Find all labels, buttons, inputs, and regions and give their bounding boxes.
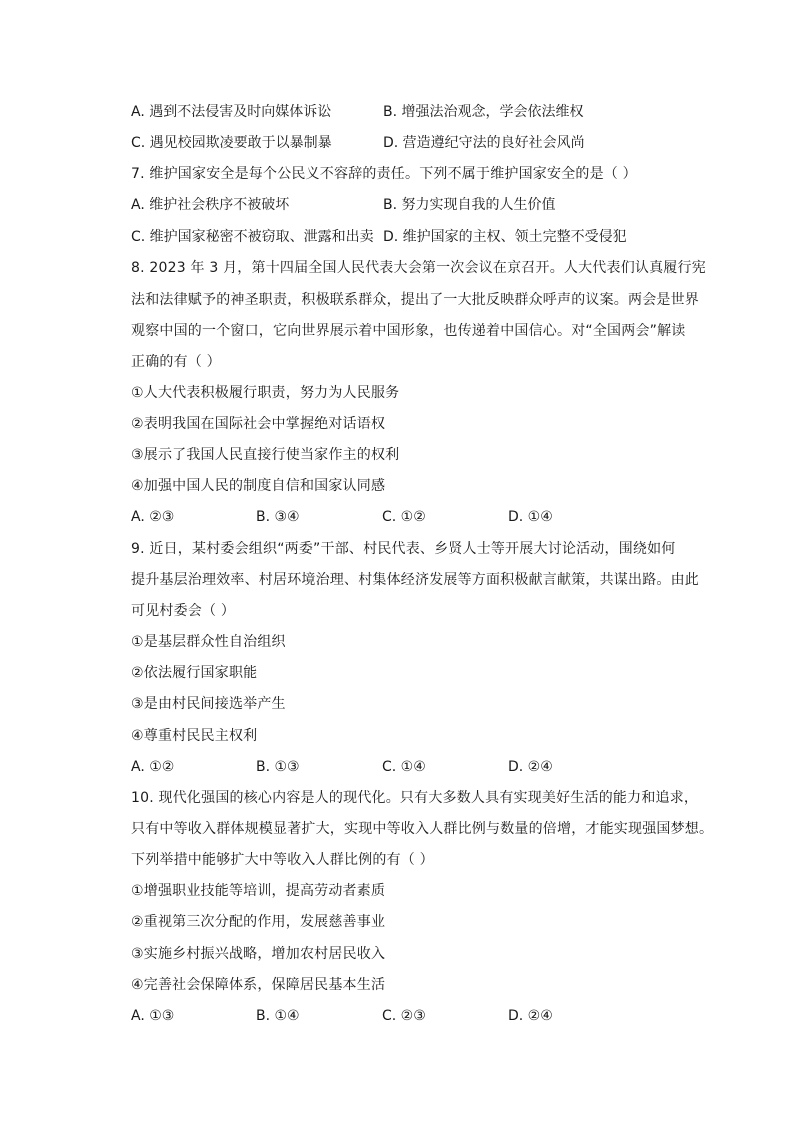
q7-option-a: A. 维护社会秩序不被破坏 <box>131 197 290 213</box>
q9-stem-line-2: 提升基层治理效率、村居环境治理、村集体经济发展等方面积极献言献策，共谋出路。由此 <box>131 572 699 588</box>
q8-stem-line-2: 法和法律赋予的神圣职责，积极联系群众，提出了一大批反映群众呼声的议案。两会是世界 <box>131 292 699 308</box>
q9-options <box>131 757 651 777</box>
q9-option-b: B. ①③ <box>256 759 300 775</box>
q7-stem: 7. 维护国家安全是每个公民义不容辞的责任。下列不属于维护国家安全的是（ ） <box>131 166 637 182</box>
q6-option-c: C. 遇见校园欺凌要敢于以暴制暴 <box>131 135 332 151</box>
q8-option-d: D. ①④ <box>508 509 553 525</box>
q10-stem-line-3: 下列举措中能够扩大中等收入人群比例的有（ ） <box>131 852 434 868</box>
q8-option-a: A. ②③ <box>131 509 175 525</box>
q9-item-4: ④尊重村民民主权利 <box>131 728 258 744</box>
q7-option-b: B. 努力实现自我的人生价值 <box>383 197 556 213</box>
q6-option-a: A. 遇到不法侵害及时向媒体诉讼 <box>131 104 332 120</box>
q10-option-d: D. ②④ <box>508 1008 553 1024</box>
q8-item-1: ①人大代表积极履行职责，努力为人民服务 <box>131 385 400 401</box>
q7-option-c: C. 维护国家秘密不被窃取、泄露和出卖 <box>131 229 374 245</box>
q10-item-4: ④完善社会保障体系，保障居民基本生活 <box>131 977 386 993</box>
q7-options-row1 <box>131 195 691 215</box>
q8-stem-line-3: 观察中国的一个窗口，它向世界展示着中国形象，也传递着中国信心。对“全国两会”解读 <box>131 323 686 339</box>
q7-option-d: D. 维护国家的主权、领土完整不受侵犯 <box>383 229 627 245</box>
q8-option-c: C. ①② <box>382 509 426 525</box>
q6-option-d: D. 营造遵纪守法的良好社会风尚 <box>383 135 585 151</box>
q10-item-3: ③实施乡村振兴战略，增加农村居民收入 <box>131 946 386 962</box>
q9-item-2: ②依法履行国家职能 <box>131 665 258 681</box>
q6-options-row1 <box>131 102 691 122</box>
q6-option-b: B. 增强法治观念，学会依法维权 <box>383 104 584 120</box>
q9-stem-line-1: 9. 近日，某村委会组织“两委”干部、村民代表、乡贤人士等开展大讨论活动，围绕如何 <box>131 541 676 557</box>
q6-options-row2 <box>131 133 691 153</box>
q9-item-3: ③是由村民间接选举产生 <box>131 696 286 712</box>
q7-options-row2 <box>131 227 691 247</box>
q10-item-2: ②重视第三次分配的作用，发展慈善事业 <box>131 914 386 930</box>
q9-option-d: D. ②④ <box>508 759 553 775</box>
q8-item-2: ②表明我国在国际社会中掌握绝对话语权 <box>131 416 386 432</box>
q10-option-b: B. ①④ <box>256 1008 300 1024</box>
q9-item-1: ①是基层群众性自治组织 <box>131 634 286 650</box>
q10-item-1: ①增强职业技能等培训，提高劳动者素质 <box>131 883 386 899</box>
q10-options <box>131 1006 651 1026</box>
q10-option-a: A. ①③ <box>131 1008 175 1024</box>
q8-item-4: ④加强中国人民的制度自信和国家认同感 <box>131 478 386 494</box>
q10-option-c: C. ②③ <box>382 1008 426 1024</box>
q8-item-3: ③展示了我国人民直接行使当家作主的权利 <box>131 447 400 463</box>
q9-option-a: A. ①② <box>131 759 175 775</box>
q8-options <box>131 507 651 527</box>
q8-stem-line-1: 8. 2023 年 3 月，第十四届全国人民代表大会第一次会议在京召开。人大代表们认真履行宪 <box>131 260 706 276</box>
q8-option-b: B. ③④ <box>256 509 300 525</box>
q9-stem-line-3: 可见村委会（ ） <box>131 603 236 619</box>
q9-option-c: C. ①④ <box>382 759 426 775</box>
q10-stem-line-1: 10. 现代化强国的核心内容是人的现代化。只有大多数人具有实现美好生活的能力和追求， <box>131 790 699 806</box>
q8-stem-line-4: 正确的有（ ） <box>131 354 221 370</box>
q10-stem-line-2: 只有中等收入群体规模显著扩大，实现中等收入人群比例与数量的倍增，才能实现强国梦想。 <box>131 821 714 837</box>
